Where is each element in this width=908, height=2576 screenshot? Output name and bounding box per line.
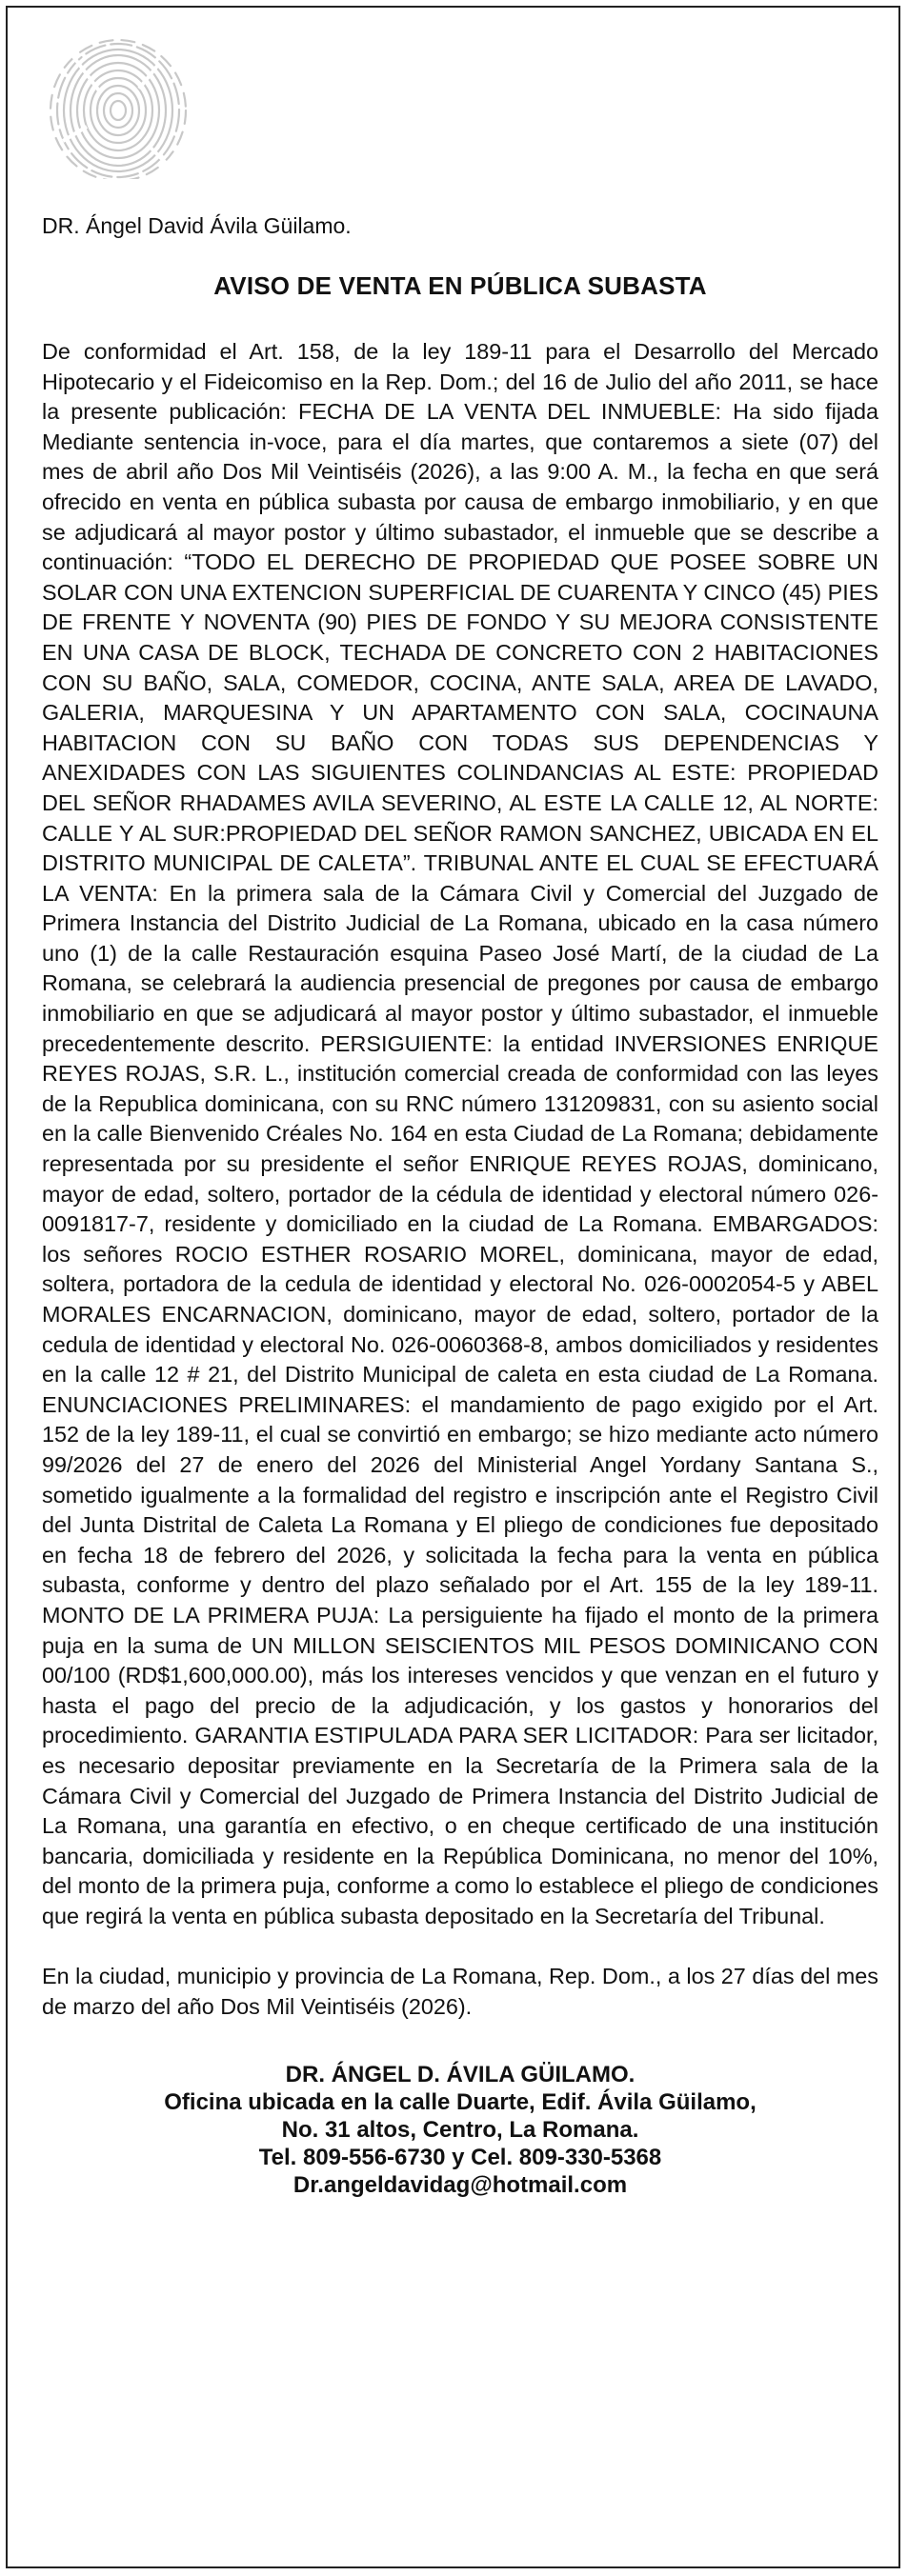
signature-name: DR. ÁNGEL D. ÁVILA GÜILAMO.	[285, 2061, 636, 2087]
main-paragraph: De conformidad el Art. 158, de la ley 189-11 para el Desarrollo del Mercado Hipotecario y el Fideicomiso en la Rep. Dom.; del 16 de Julio del año 2011, se hace la presente publicación: FECHA DE LA VENTA DEL INMUEBLE: Ha sido fijada Mediante sentencia in-voce, para el día martes, que contaremos a siete (07) del mes de abril año Dos Mil Veintiséis (2026), a las 9:00 A. M., la fecha en que será ofrecido en venta en pública subasta por causa de embargo inmobiliario, y en que se adjudicará al mayor postor y último subastador, el inmueble que se describe a continuación: “TODO EL DERECHO DE PROPIEDAD QUE POSEE SOBRE UN SOLAR CON UNA EXTENCION SUPERFICIAL DE CUARENTA Y CINCO (45) PIES DE FRENTE Y NOVENTA (90) PIES DE FONDO Y SU MEJORA CONSISTENTE EN UNA CASA DE BLOCK, TECHADA DE CONCRETO CON 2 HABITACIONES CON SU BAÑO, SALA, COMEDOR, COCINA, ANTE SALA, AREA DE LAVADO, GALERIA, MARQUESINA Y UN APARTAMENTO CON SALA, COCINAUNA HABITACION CON SU BAÑO CON TODAS SUS DEPENDENCIAS Y ANEXIDADES CON LAS SIGUIENTES COLINDANCIAS AL ESTE: PROPIEDAD DEL SEÑOR RHADAMES AVILA SEVERINO, AL ESTE LA CALLE 12, AL NORTE: CALLE Y AL SUR:PROPIEDAD DEL SEÑOR RAMON SANCHEZ, UBICADA EN EL DISTRITO MUNICIPAL DE CALETA”. TRIBUNAL ANTE EL CUAL SE EFECTUARÁ LA VENTA: En la primera sala de la Cámara Civil y Comercial del Juzgado de Primera Instancia del Distrito Judicial de La Romana, ubicado en la casa número uno (1) de la calle Restauración esquina Paseo José Martí, de la ciudad de La Romana, se celebrará la audiencia presencial de pregones por causa de embargo inmobiliario en que se adjudicará al mayor postor y último subastador, el inmueble precedentemente descrito. PERSIGUIENTE: la entidad INVERSIONES ENRIQUE REYES ROJAS, S.R. L., institución comercial creada de conformidad con las leyes de la Republica dominicana, con su RNC número 131209831, con su asiento social en la calle Bienvenido Créales No. 164 en esta Ciudad de La Romana; debidamente representada por su presidente el señor ENRIQUE REYES ROJAS, dominicano, mayor de edad, soltero, portador de la cédula de identidad y electoral número 026-0091817-7, residente y domiciliado en la ciudad de La Romana. EMBARGADOS: los señores ROCIO ESTHER ROSARIO MOREL, dominicana, mayor de edad, soltera, portadora de la cedula de identidad y electoral No. 026-0002054-5 y ABEL MORALES ENCARNACION, dominicano, mayor de edad, soltero, portador de la cedula de identidad y electoral No. 026-0060368-8, ambos domiciliados y residentes en la calle 12 # 21, del Distrito Municipal de caleta en esta ciudad de La Romana. ENUNCIACIONES PRELIMINARES: el mandamiento de pago exigido por el Art. 152 de la ley 189-11, el cual se convirtió en embargo; se hizo mediante acto número 99/2026 del 27 de enero del 2026 del Ministerial Angel Yordany Santana S., sometido igualmente a la formalidad del registro e inscripción ante el Registro Civil del Junta Distrital de Caleta La Romana y El pliego de condiciones fue depositado en fecha 18 de febrero del 2026, y solicitada la fecha para la venta en pública subasta, conforme y dentro del plazo señalado por el Art. 155 de la ley 189-11. MONTO DE LA PRIMERA PUJA: La persiguiente ha fijado el monto de la primera puja en la suma de UN MILLON SEISCIENTOS MIL PESOS DOMINICANO CON 00/100 (RD$1,600,000.00), más los intereses vencidos y que venzan en el futuro y hasta el pago del precio de la adjudicación, y los gastos y honorarios del procedimiento. GARANTIA ESTIPULADA PARA SER LICITADOR: Para ser licitador, es necesario depositar previamente en la Secretaría de la Primera sala de la Cámara Civil y Comercial del Juzgado de Primera Instancia del Distrito Judicial de La Romana, una garantía en efectivo, o en cheque certificado de una institución bancaria, domiciliada y residente en la República Dominicana, no menor del 10%, del monto de la primera puja, conforme a como lo establece el pliego de condiciones que regirá la venta en pública subasta depositado en la Secretaría del Tribunal.	[42, 339, 878, 1928]
email-address: Dr.angeldavidag@hotmail.com	[293, 2171, 628, 2198]
notice-content	[42, 213, 878, 2199]
fingerprint-icon	[34, 36, 196, 179]
signature-block	[42, 2061, 878, 2199]
office-address-line1: Oficina ubicada en la calle Duarte, Edif. Ávila Güilamo,	[164, 2088, 757, 2115]
author-line: DR. Ángel David Ávila Güilamo.	[42, 213, 352, 238]
phone-numbers: Tel. 809-556-6730 y Cel. 809-330-5368	[258, 2144, 662, 2170]
closing-paragraph: En la ciudad, municipio y provincia de La Romana, Rep. Dom., a los 27 días del mes de marzo del año Dos Mil Veintiséis (2026).	[42, 1964, 878, 2020]
notice-title: AVISO DE VENTA EN PÚBLICA SUBASTA	[213, 271, 707, 300]
office-address-line2: No. 31 altos, Centro, La Romana.	[281, 2116, 639, 2143]
notice-frame	[6, 6, 900, 2568]
